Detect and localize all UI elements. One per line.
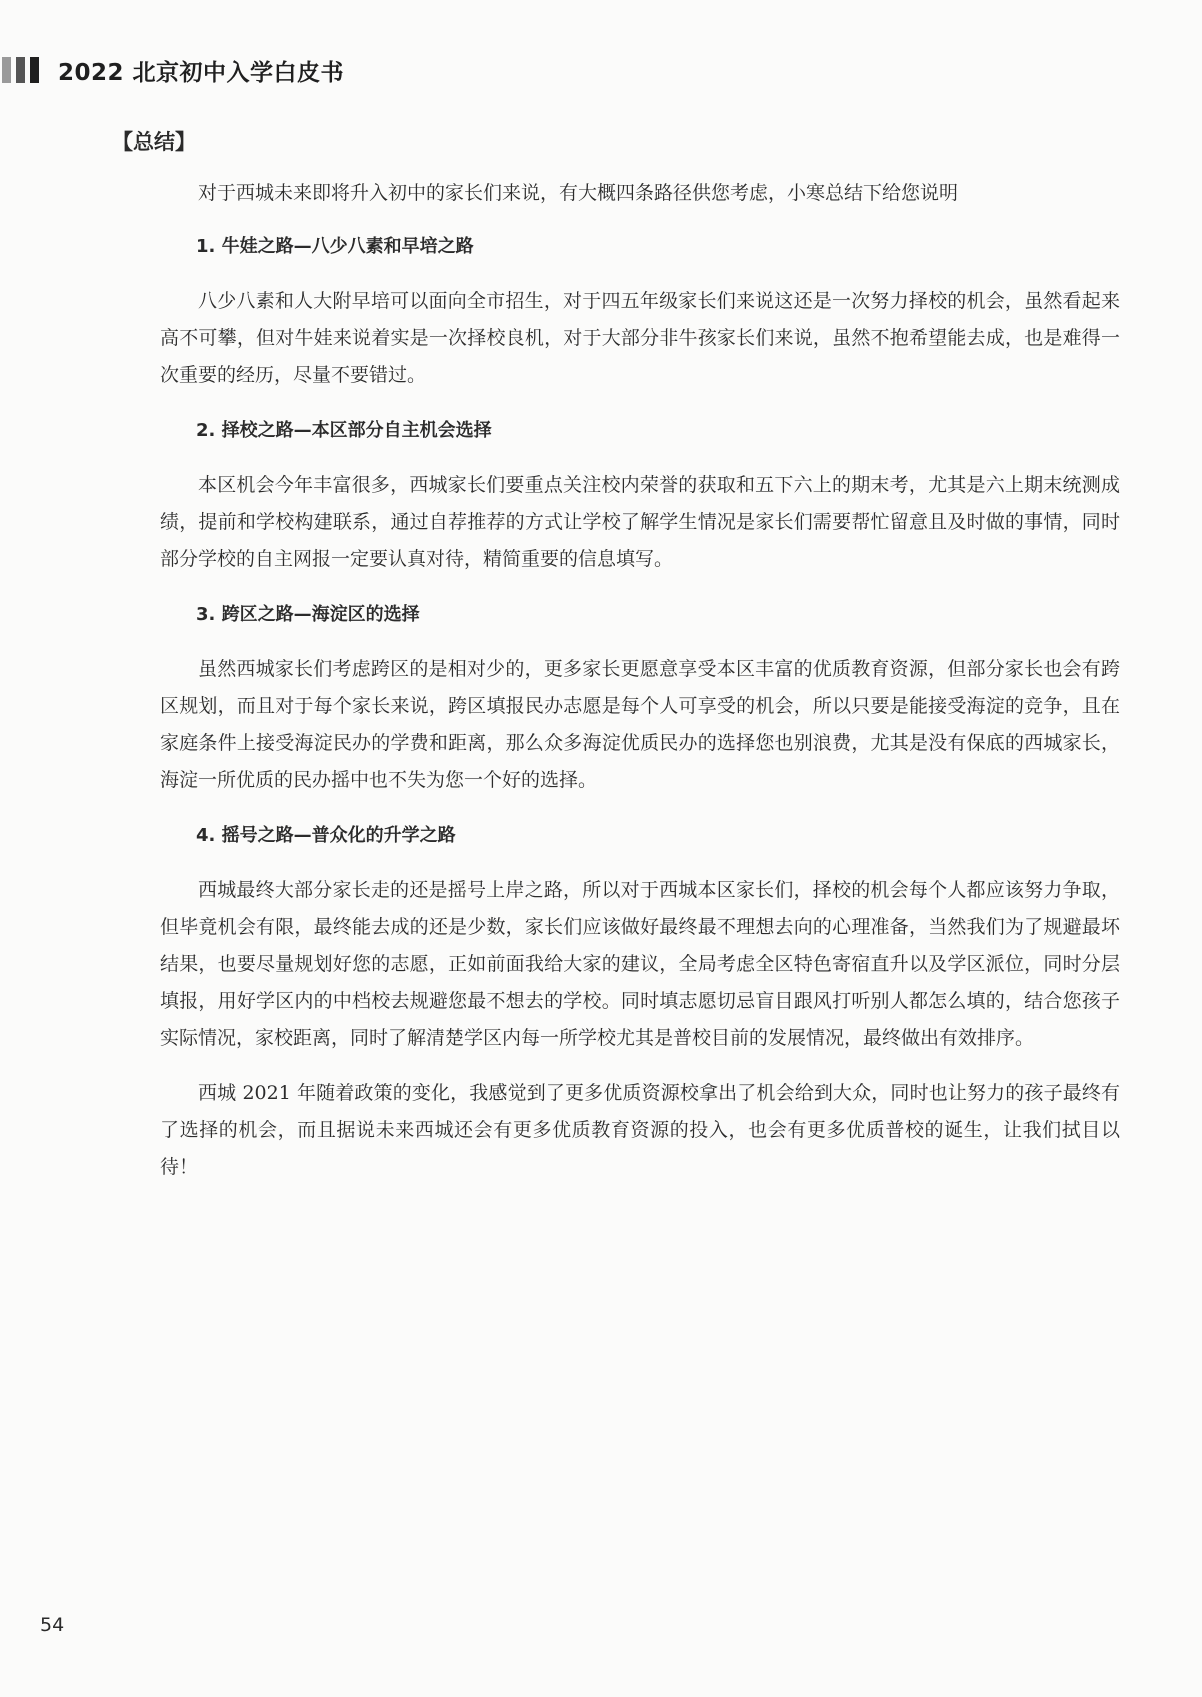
book-title: 2022 北京初中入学白皮书 <box>58 59 345 86</box>
main-content <box>160 175 1120 1204</box>
header-decoration-bars <box>2 57 44 83</box>
subsection-heading-1: 1. 牛娃之路—八少八素和早培之路 <box>196 236 474 257</box>
subsection-paragraph-1: 八少八素和人大附早培可以面向全市招生，对于四五年级家长们来说这还是一次努力择校的机会，虽然看起来高不可攀，但对牛娃来说着实是一次择校良机，对于大部分非牛孩家长们来说，虽然不抱希望能去成，也是难得一次重要的经历，尽量不要错过。 <box>160 290 1120 386</box>
subsection-heading-2: 2. 择校之路—本区部分自主机会选择 <box>196 420 492 441</box>
header-bar-medium <box>16 57 25 83</box>
subsection-paragraph-4: 西城最终大部分家长走的还是摇号上岸之路，所以对于西城本区家长们，择校的机会每个人都应该努力争取，但毕竟机会有限，最终能去成的还是少数，家长们应该做好最终最不理想去向的心理准备，当然我们为了规避最坏结果，也要尽量规划好您的志愿，正如前面我给大家的建议，全局考虑全区特色寄宿直升以及学区派位，同时分层填报，用好学区内的中档校去规避您最不想去的学校。同时填志愿切忌盲目跟风打听别人都怎么填的，结合您孩子实际情况，家校距离，同时了解清楚学区内每一所学校尤其是普校目前的发展情况，最终做出有效排序。 <box>160 879 1120 1049</box>
intro-paragraph: 对于西城未来即将升入初中的家长们来说，有大概四条路径供您考虑，小寒总结下给您说明 <box>198 182 959 204</box>
page-header <box>0 52 344 88</box>
closing-paragraph: 西城 2021 年随着政策的变化，我感觉到了更多优质资源校拿出了机会给到大众，同时也让努力的孩子最终有了选择的机会，而且据说未来西城还会有更多优质教育资源的投入，也会有更多优质普校的诞生，让我们拭目以待！ <box>160 1082 1120 1178</box>
header-bar-dark <box>30 57 39 83</box>
subsection-paragraph-2: 本区机会今年丰富很多，西城家长们要重点关注校内荣誉的获取和五下六上的期末考，尤其是六上期末统测成绩，提前和学校构建联系，通过自荐推荐的方式让学校了解学生情况是家长们需要帮忙留意且及时做的事情，同时部分学校的自主网报一定要认真对待，精简重要的信息填写。 <box>160 474 1120 570</box>
section-title: 【总结】 <box>112 130 196 154</box>
subsection-heading-3: 3. 跨区之路—海淀区的选择 <box>196 604 420 625</box>
page-number: 54 <box>40 1614 65 1636</box>
subsection-paragraph-3: 虽然西城家长们考虑跨区的是相对少的，更多家长更愿意享受本区丰富的优质教育资源，但部分家长也会有跨区规划，而且对于每个家长来说，跨区填报民办志愿是每个人可享受的机会，所以只要是能接受海淀的竞争，且在家庭条件上接受海淀民办的学费和距离，那么众多海淀优质民办的选择您也别浪费，尤其是没有保底的西城家长，海淀一所优质的民办摇中也不失为您一个好的选择。 <box>160 658 1120 791</box>
subsection-heading-4: 4. 摇号之路—普众化的升学之路 <box>196 825 456 846</box>
header-bar-light <box>2 57 11 83</box>
